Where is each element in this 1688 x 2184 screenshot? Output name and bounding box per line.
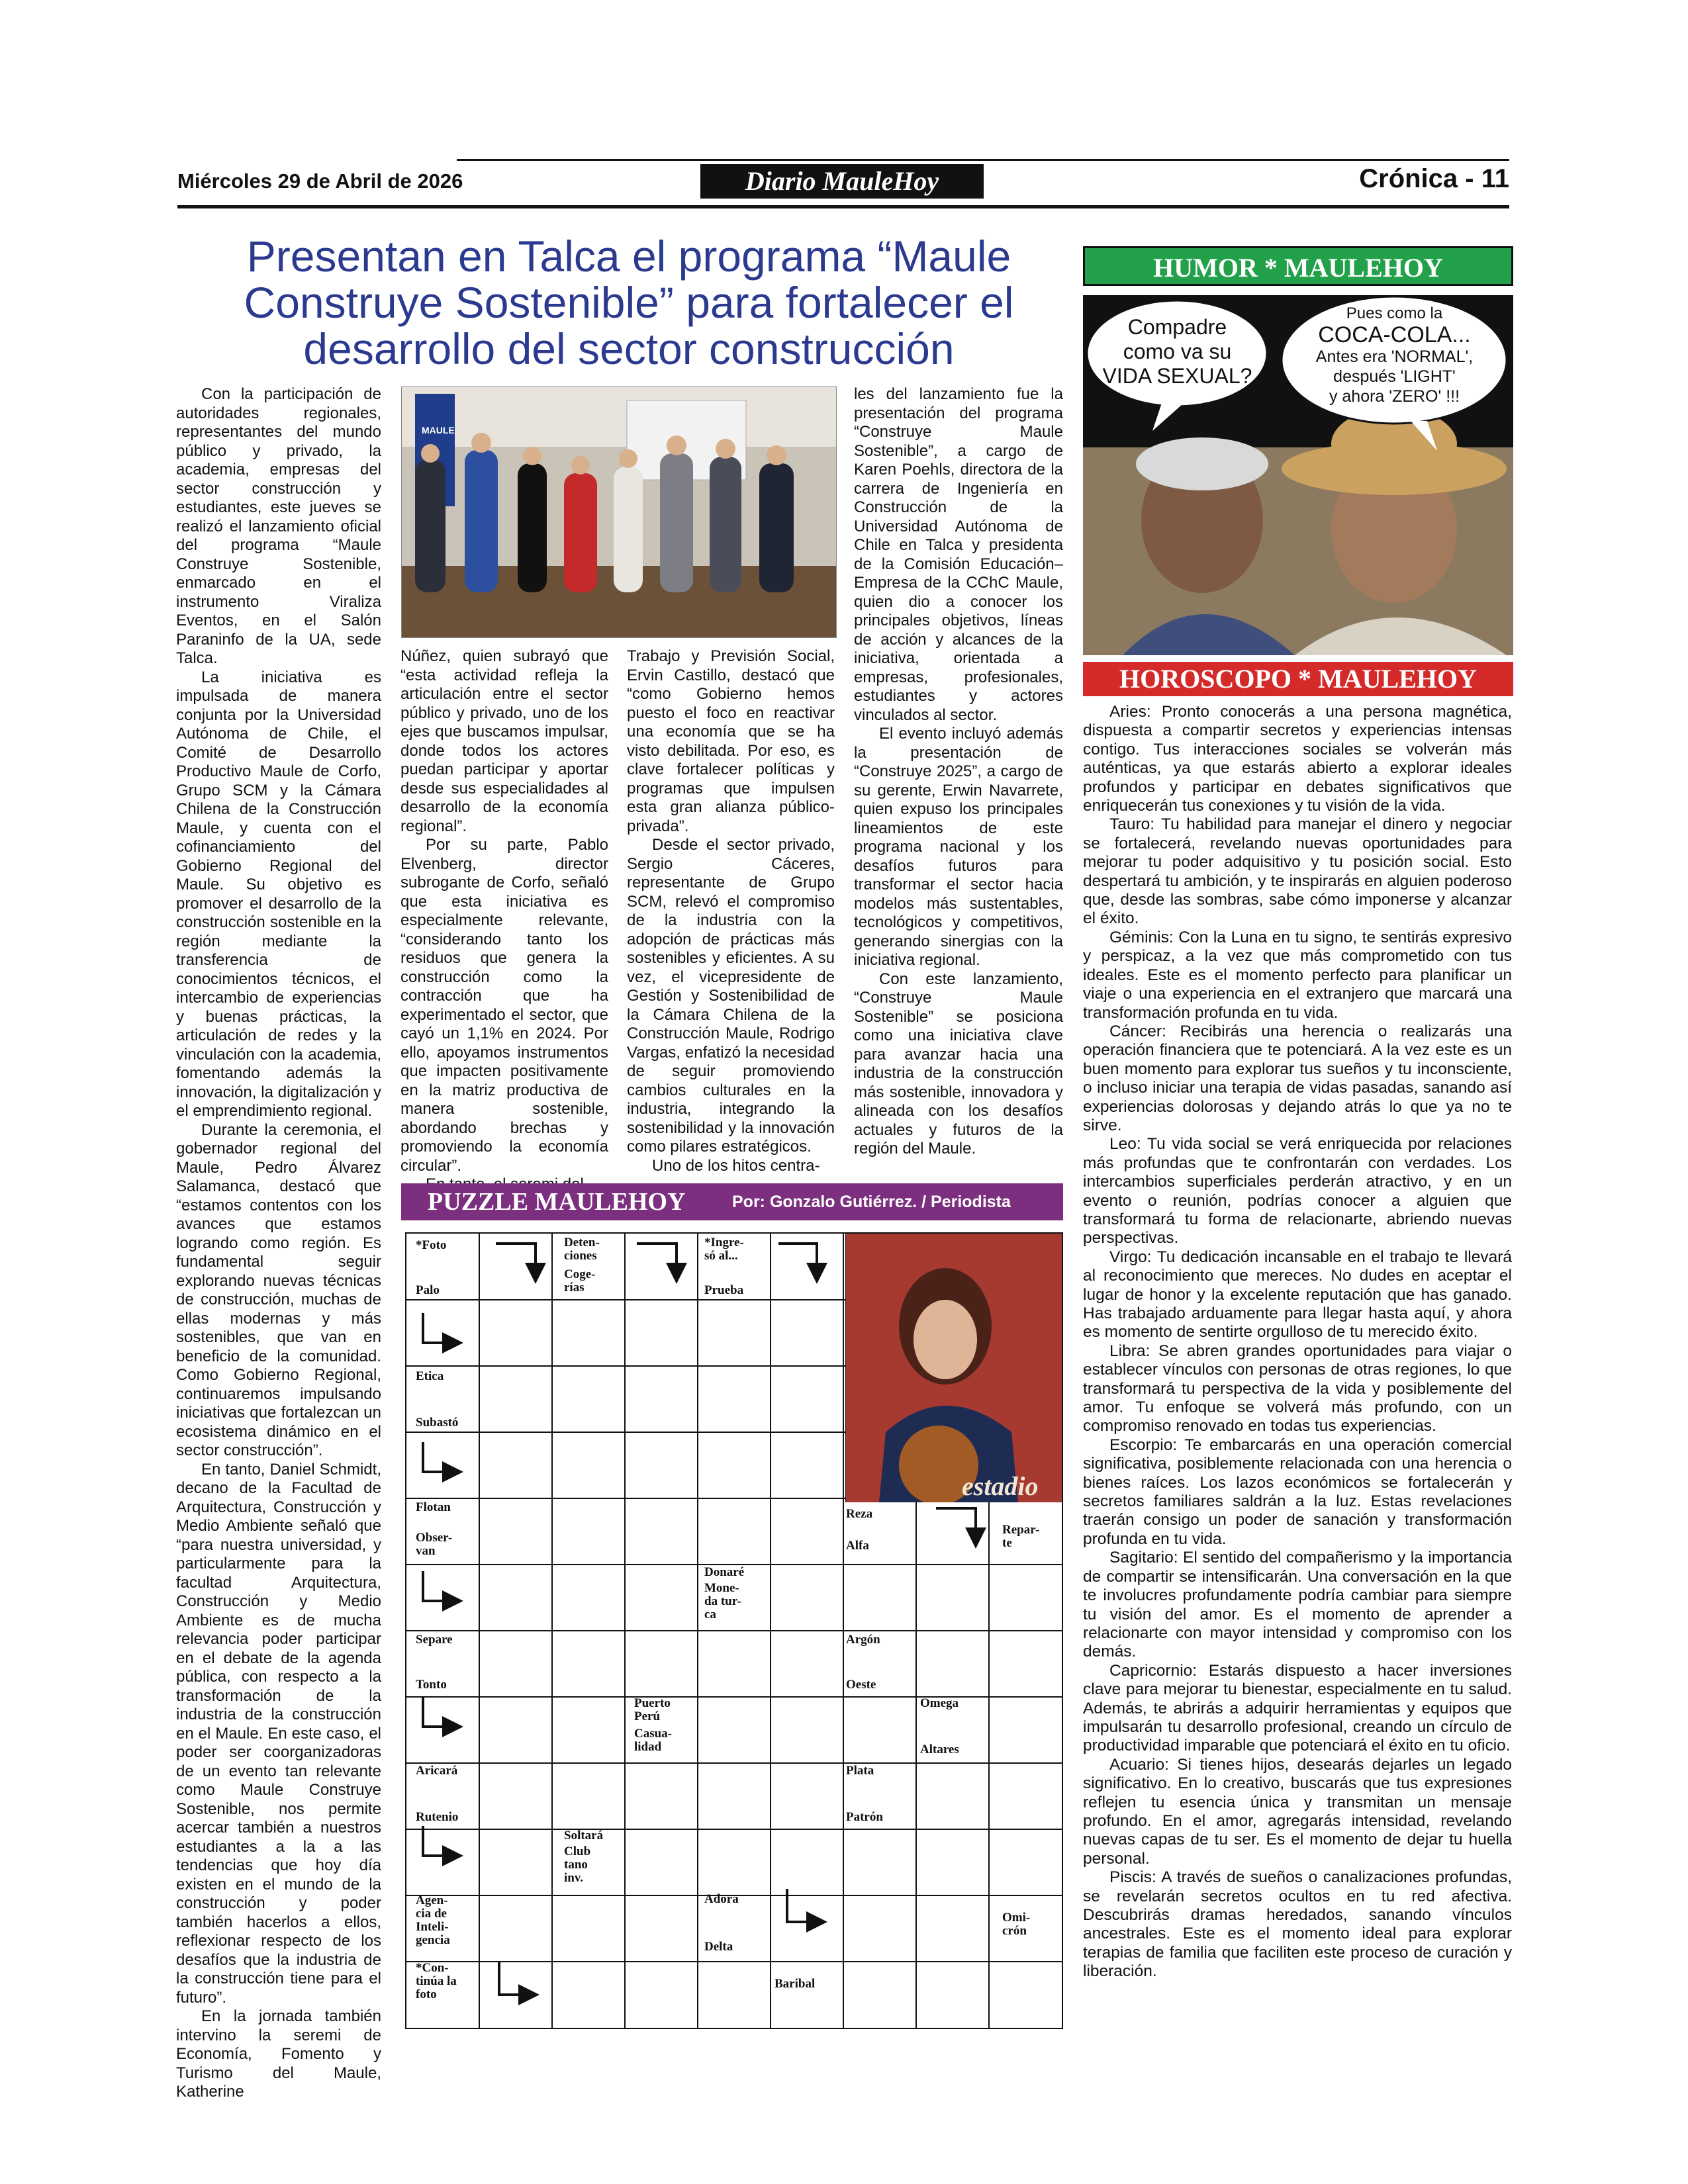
paragraph: En la jornada también intervino la seremi de Economía, Fomento y Turismo del Maule, Katherine <box>176 2007 381 2101</box>
clue: Rutenio <box>416 1810 459 1824</box>
clue: Patrón <box>846 1810 883 1824</box>
horoscope-entry: Escorpio: Te embarcarás en una operación comercial significativa, posiblemente relacionada con una herencia o bienes raíces. Los lazos económicos se fortalecerán y secretos familiares saldrán a la luz. Estas revelaciones traerán consigo un poder de sanación y transformación profunda en tu vida. <box>1083 1435 1512 1548</box>
clue: *Con- tinúa la foto <box>416 1961 457 2001</box>
clue: Omi- crón <box>1002 1911 1031 1938</box>
banner-sign: MAULE <box>422 425 455 435</box>
puzzle-photo-illustration <box>846 1234 1062 1502</box>
clue: Repar- te <box>1002 1523 1040 1550</box>
clue: Oeste <box>846 1678 876 1692</box>
clue: Argón <box>846 1633 880 1647</box>
speech-bubble-left: Compadre como va su VIDA SEXUAL? <box>1102 315 1252 388</box>
paragraph: Con la participación de autoridades regionales, representantes del mundo público y privado, la academia, empresas del sector construcción y estudiantes, este jueves se realizó el lanzamiento oficial del programa “Maule Construye Sostenible, enmarcado en el instrumento Viraliza Eventos, en el Salón Paraninfo de la UA, sede Talca. <box>176 385 381 667</box>
event-photo-illustration <box>402 387 836 637</box>
puzzle-photo <box>846 1234 1062 1502</box>
clue: Separe <box>416 1633 453 1647</box>
horoscope-entry: Leo: Tu vida social se verá enriquecida por relaciones más profundas que te confrontarán con verdades. Los intercambios superficiales perderán atractivo, y en un evento o reunión, podrías conocer a alguien que transformará tu forma de relacionarte, abriendo nuevas perspectivas. <box>1083 1135 1512 1248</box>
humor-cartoon-illustration <box>1083 295 1513 655</box>
horoscope-entry: Cáncer: Recibirás una herencia o realizarás una operación financiera que te potenciará. A la vez este es un buen momento para explorar tus sueños y tu inconsciente, o incluso iniciar una terapia de vidas pasadas, sanando así experiencias dolorosas y dejando atrás lo que ya no te sirve. <box>1083 1022 1512 1134</box>
paragraph: Con este lanzamiento, “Construye Maule Sostenible” se posiciona como una iniciativa clave para avanzar hacia una industria de la construcción más sostenible, innovadora y alineada con los desafíos actuales y futuros de la región del Maule. <box>854 970 1063 1158</box>
horoscope-text <box>1083 703 1512 1981</box>
horoscope-entry: Piscis: A través de sueños o canalizaciones profundas, se revelarán secretos ocultos en tu red afectiva. Descubrirás dramas heredados, sanando vínculos ancestrales. Este es el momento ideal para explorar terapias de familia que faciliten este proceso de curación y liberación. <box>1083 1868 1512 1981</box>
puzzle-title: PUZZLE MAULEHOY <box>428 1188 686 1216</box>
clue: Subastó <box>416 1416 459 1430</box>
clue: Delta <box>704 1940 733 1954</box>
event-photo <box>401 387 837 638</box>
horoscope-entry: Acuario: Si tienes hijos, desearás dejarles un legado significativo. En lo creativo, buscarás que tus expresiones reflejen tu esencia única y transmitan un mensaje profundo. En el amor, agregarás intensidad, revelando nuevas capas de tu ser. Es el momento de dejar tu huella personal. <box>1083 1755 1512 1868</box>
clue: Baribal <box>774 1977 816 1991</box>
clue: Prueba <box>704 1283 744 1297</box>
clue: Deten- ciones <box>564 1236 600 1263</box>
article-column-1 <box>176 385 381 2102</box>
speech-line: después 'LIGHT' <box>1333 367 1456 386</box>
paragraph: La iniciativa es impulsada de manera conjunta por la Universidad Autónoma de Chile, el Comité de Desarrollo Productivo Maule de Corfo, Grupo SCM y la Cámara Chilena de la Construcción Maule, y cuenta con el cofinanciamiento del Gobierno Regional del Maule. Su objetivo es promover el desarrollo de la construcción sostenible en la región mediante la transferencia de conocimientos técnicos, el intercambio de experiencias y buenas prácticas, la articulación de redes y la vinculación con la academia, fomentando además la innovación, la digitalización y el emprendimiento regional. <box>176 668 381 1120</box>
horoscope-entry: Capricornio: Estarás dispuesto a hacer inversiones clave para mejorar tu bienestar, especialmente en tu salud. Además, te abrirás a adquirir herramientas y equipos que impulsarán tu desarrollo profesional, creando un círculo de productividad imparable que potenciará el éxito en tu oficio. <box>1083 1661 1512 1755</box>
clue: Club tano inv. <box>564 1844 591 1885</box>
article-column-4 <box>854 385 1063 1159</box>
header-rule-bottom <box>177 205 1509 208</box>
issue-date: Miércoles 29 de Abril de 2026 <box>177 169 463 193</box>
clue: Agen- cia de Inteli- gencia <box>416 1893 450 1947</box>
paragraph: El evento incluyó además la presentación de “Construye 2025”, a cargo de su gerente, Erwin Navarrete, quien expuso los principales lineamientos de este programa nacional y los desafíos futuros para transformar el sector hacia modelos más sustentables, tecnológicos y competitivos, generando sinergias con la iniciativa regional. <box>854 725 1063 969</box>
horoscope-entry: Tauro: Tu habilidad para manejar el dinero y negociar se fortalecerá, revelando nuevas oportunidades para mejorar tu poder adquisitivo y tu posición social. Esto despertará tu ambición, y te inspirarás en alguien poderoso que, desde las sombras, sabe cómo imponerse y alcanzar el éxito. <box>1083 815 1512 928</box>
magazine-title: estadio <box>962 1471 1039 1501</box>
speech-line: COCA-COLA... <box>1318 322 1471 347</box>
clue: Puerto Perú <box>634 1696 671 1723</box>
paragraph: les del lanzamiento fue la presentación del programa “Construye Maule Sostenible”, a cargo de Karen Poehls, directora de la carrera de Ingeniería en Construcción de la Universidad Autónoma de Chile en Talca y presidenta de la Comisión Educación–Empresa de la CChC Maule, quien dio a conocer los principales objetivos, líneas de acción y alcances de la iniciativa, orientada a empresas, profesionales, estudiantes y actores vinculados al sector. <box>854 385 1063 724</box>
clue: Plata <box>846 1764 874 1778</box>
puzzle-author: Por: Gonzalo Gutiérrez. / Periodista <box>732 1193 1011 1211</box>
humor-banner: HUMOR * MAULEHOY <box>1083 246 1513 286</box>
puzzle-banner <box>401 1183 1063 1220</box>
section-page-label: Crónica - 11 <box>1359 164 1509 193</box>
clue: Flotan <box>416 1500 451 1514</box>
newspaper-logo: Diario MauleHoy <box>700 164 984 199</box>
paragraph: Trabajo y Previsión Social, Ervin Castillo, destacó que “como Gobierno hemos puesto el foco en reactivar una economía que se ha visto debilitada. Por eso, es clave fortalecer políticas y programas que impulsen esta gran alianza público-privada”. <box>627 647 835 835</box>
paragraph: Núñez, quien subrayó que “esta actividad refleja la articulación entre el sector público y privado, uno de los ejes que buscamos impulsar, donde todos los actores puedan participar y aportar desde sus especialidades al desarrollo de la economía regional”. <box>400 647 608 835</box>
clue: Mone- da tur- ca <box>704 1581 741 1621</box>
speech-line: Pues como la <box>1346 304 1443 322</box>
paragraph: En tanto, Daniel Schmidt, decano de la Facultad de Arquitectura, Construcción y Medio Ambiente señaló que “para nuestra universidad, y particularmente para la facultad Arquitectura, Construcción y Medio Ambiente es de mucha relevancia poder participar en el debate de la agenda pública, con respecto a la transformación de la industria de la construcción en el Maule. En este caso, el poder ser coorganizadoras de un evento tan relevante como Maule Construye Sostenible, nos permite acercar también a nuestros estudiantes a la a las tendencias que hoy día existen en el mundo de la construcción y poder también hacerlos a ellos, reflexionar respecto de los desafíos que la industria de la construcción tiene para el futuro”. <box>176 1460 381 2007</box>
clue: Soltará <box>564 1829 604 1843</box>
clue: Coge- rías <box>564 1267 596 1295</box>
clue: *Ingre- só al... <box>704 1236 744 1263</box>
crossword-grid <box>405 1232 1063 2029</box>
horoscope-banner: HOROSCOPO * MAULEHOY <box>1083 662 1513 696</box>
clue: Casua- lidad <box>634 1727 673 1754</box>
speech-line: y ahora 'ZERO' !!! <box>1329 387 1460 406</box>
clue: Donaré <box>704 1565 745 1579</box>
clue: Reza <box>846 1507 873 1521</box>
clue: Alfa <box>846 1539 869 1553</box>
article-column-2 <box>400 647 608 1195</box>
speech-bubble-right <box>1293 304 1495 406</box>
article-column-3 <box>627 647 835 1175</box>
paragraph: Por su parte, Pablo Elvenberg, director subrogante de Corfo, señaló que esta iniciativa es especialmente relevante, “considerando tanto los residuos que genera la construcción como la contracción que ha experimentado el sector, que cayó un 1,1% en 2024. Por ello, apoyamos instrumentos que impacten positivamente en la matriz productiva de manera sostenible, abordando brechas y promoviendo la economía circular”. <box>400 836 608 1175</box>
paragraph: Uno de los hitos centra- <box>652 1156 820 1175</box>
horoscope-entry: Virgo: Tu dedicación incansable en el trabajo te llevará al reconocimiento que mereces. No dudes en aceptar el lugar de honor y la excelente reputación que has ganado. Has trabajado arduamente para llegar hasta aquí, y ahora es momento de sentirte orgulloso de tu merecido éxito. <box>1083 1248 1512 1342</box>
speech-line: Antes era 'NORMAL', <box>1315 347 1474 366</box>
article-headline: Presentan en Talca el programa “Maule Construye Sostenible” para fortalecer el desarrollo del sector construcción <box>244 232 1014 373</box>
clue: Palo <box>416 1283 440 1297</box>
clue: Omega <box>920 1696 959 1710</box>
horoscope-entry: Aries: Pronto conocerás a una persona magnética, dispuesta a compartir secretos y experiencias intensas contigo. Tus interacciones sociales se volverán más auténticas, ya que estarás abierto a explorar ideales profundos y participar en debates significativos que enriquecerán tus conexiones y tu visión de la vida. <box>1083 703 1512 815</box>
horoscope-entry: Sagitario: El sentido del compañerismo y la importancia de compartir se intensificarán. Una conversación en la que te involucres profundamente podría cambiar para siempre tu visión del amor. Es el momento de aprender a relacionarte con mayor intensidad y compromiso con los demás. <box>1083 1549 1512 1661</box>
horoscope-entry: Libra: Se abren grandes oportunidades para viajar o establecer vínculos con personas de otras regiones, lo que transformará tu perspectiva de la vida y posiblemente del amor. Tu enfoque se volverá más profundo, con un compromiso renovado en todas tus experiencias. <box>1083 1342 1512 1435</box>
horoscope-entry: Géminis: Con la Luna en tu signo, te sentirás expresivo y perspicaz, a la vez que más comprometido con tus ideales. Este es el momento perfecto para planificar un viaje o una experiencia en el extranjero que marcará una transformación profunda en tu vida. <box>1083 928 1512 1022</box>
header-rule-top <box>457 159 1509 161</box>
clue: Adora <box>704 1892 739 1906</box>
clue: *Foto <box>416 1238 447 1252</box>
paragraph: Desde el sector privado, Sergio Cáceres, representante de Grupo SCM, relevó el compromiso de la industria con la adopción de prácticas más sostenibles y eficientes. A su vez, el vicepresidente de Gestión y Sostenibilidad de la Cámara Chilena de la Construcción Maule, Rodrigo Vargas, enfatizó la necesidad de seguir promoviendo cambios culturales en la industria, integrando la sostenibilidad y la innovación como pilares estratégicos. <box>627 836 835 1156</box>
clue: Altares <box>920 1743 959 1756</box>
humor-cartoon <box>1083 295 1513 655</box>
clue: Etica <box>416 1369 444 1383</box>
paragraph: Durante la ceremonia, el gobernador regional del Maule, Pedro Álvarez Salamanca, destacó que “estamos contentos con los avances que estamos logrando como región. Es fundamental seguir explorando nuevas técnicas de construcción, muchas de ellas modernas y más sostenibles, que van en beneficio de la comunidad. Como Gobierno Regional, continuaremos impulsando iniciativas que fortalezcan un ecosistema dinámico en el sector construcción”. <box>176 1120 381 1459</box>
clue: Obser- van <box>416 1531 453 1558</box>
clue: Aricará <box>416 1764 458 1778</box>
clue: Tonto <box>416 1678 447 1692</box>
